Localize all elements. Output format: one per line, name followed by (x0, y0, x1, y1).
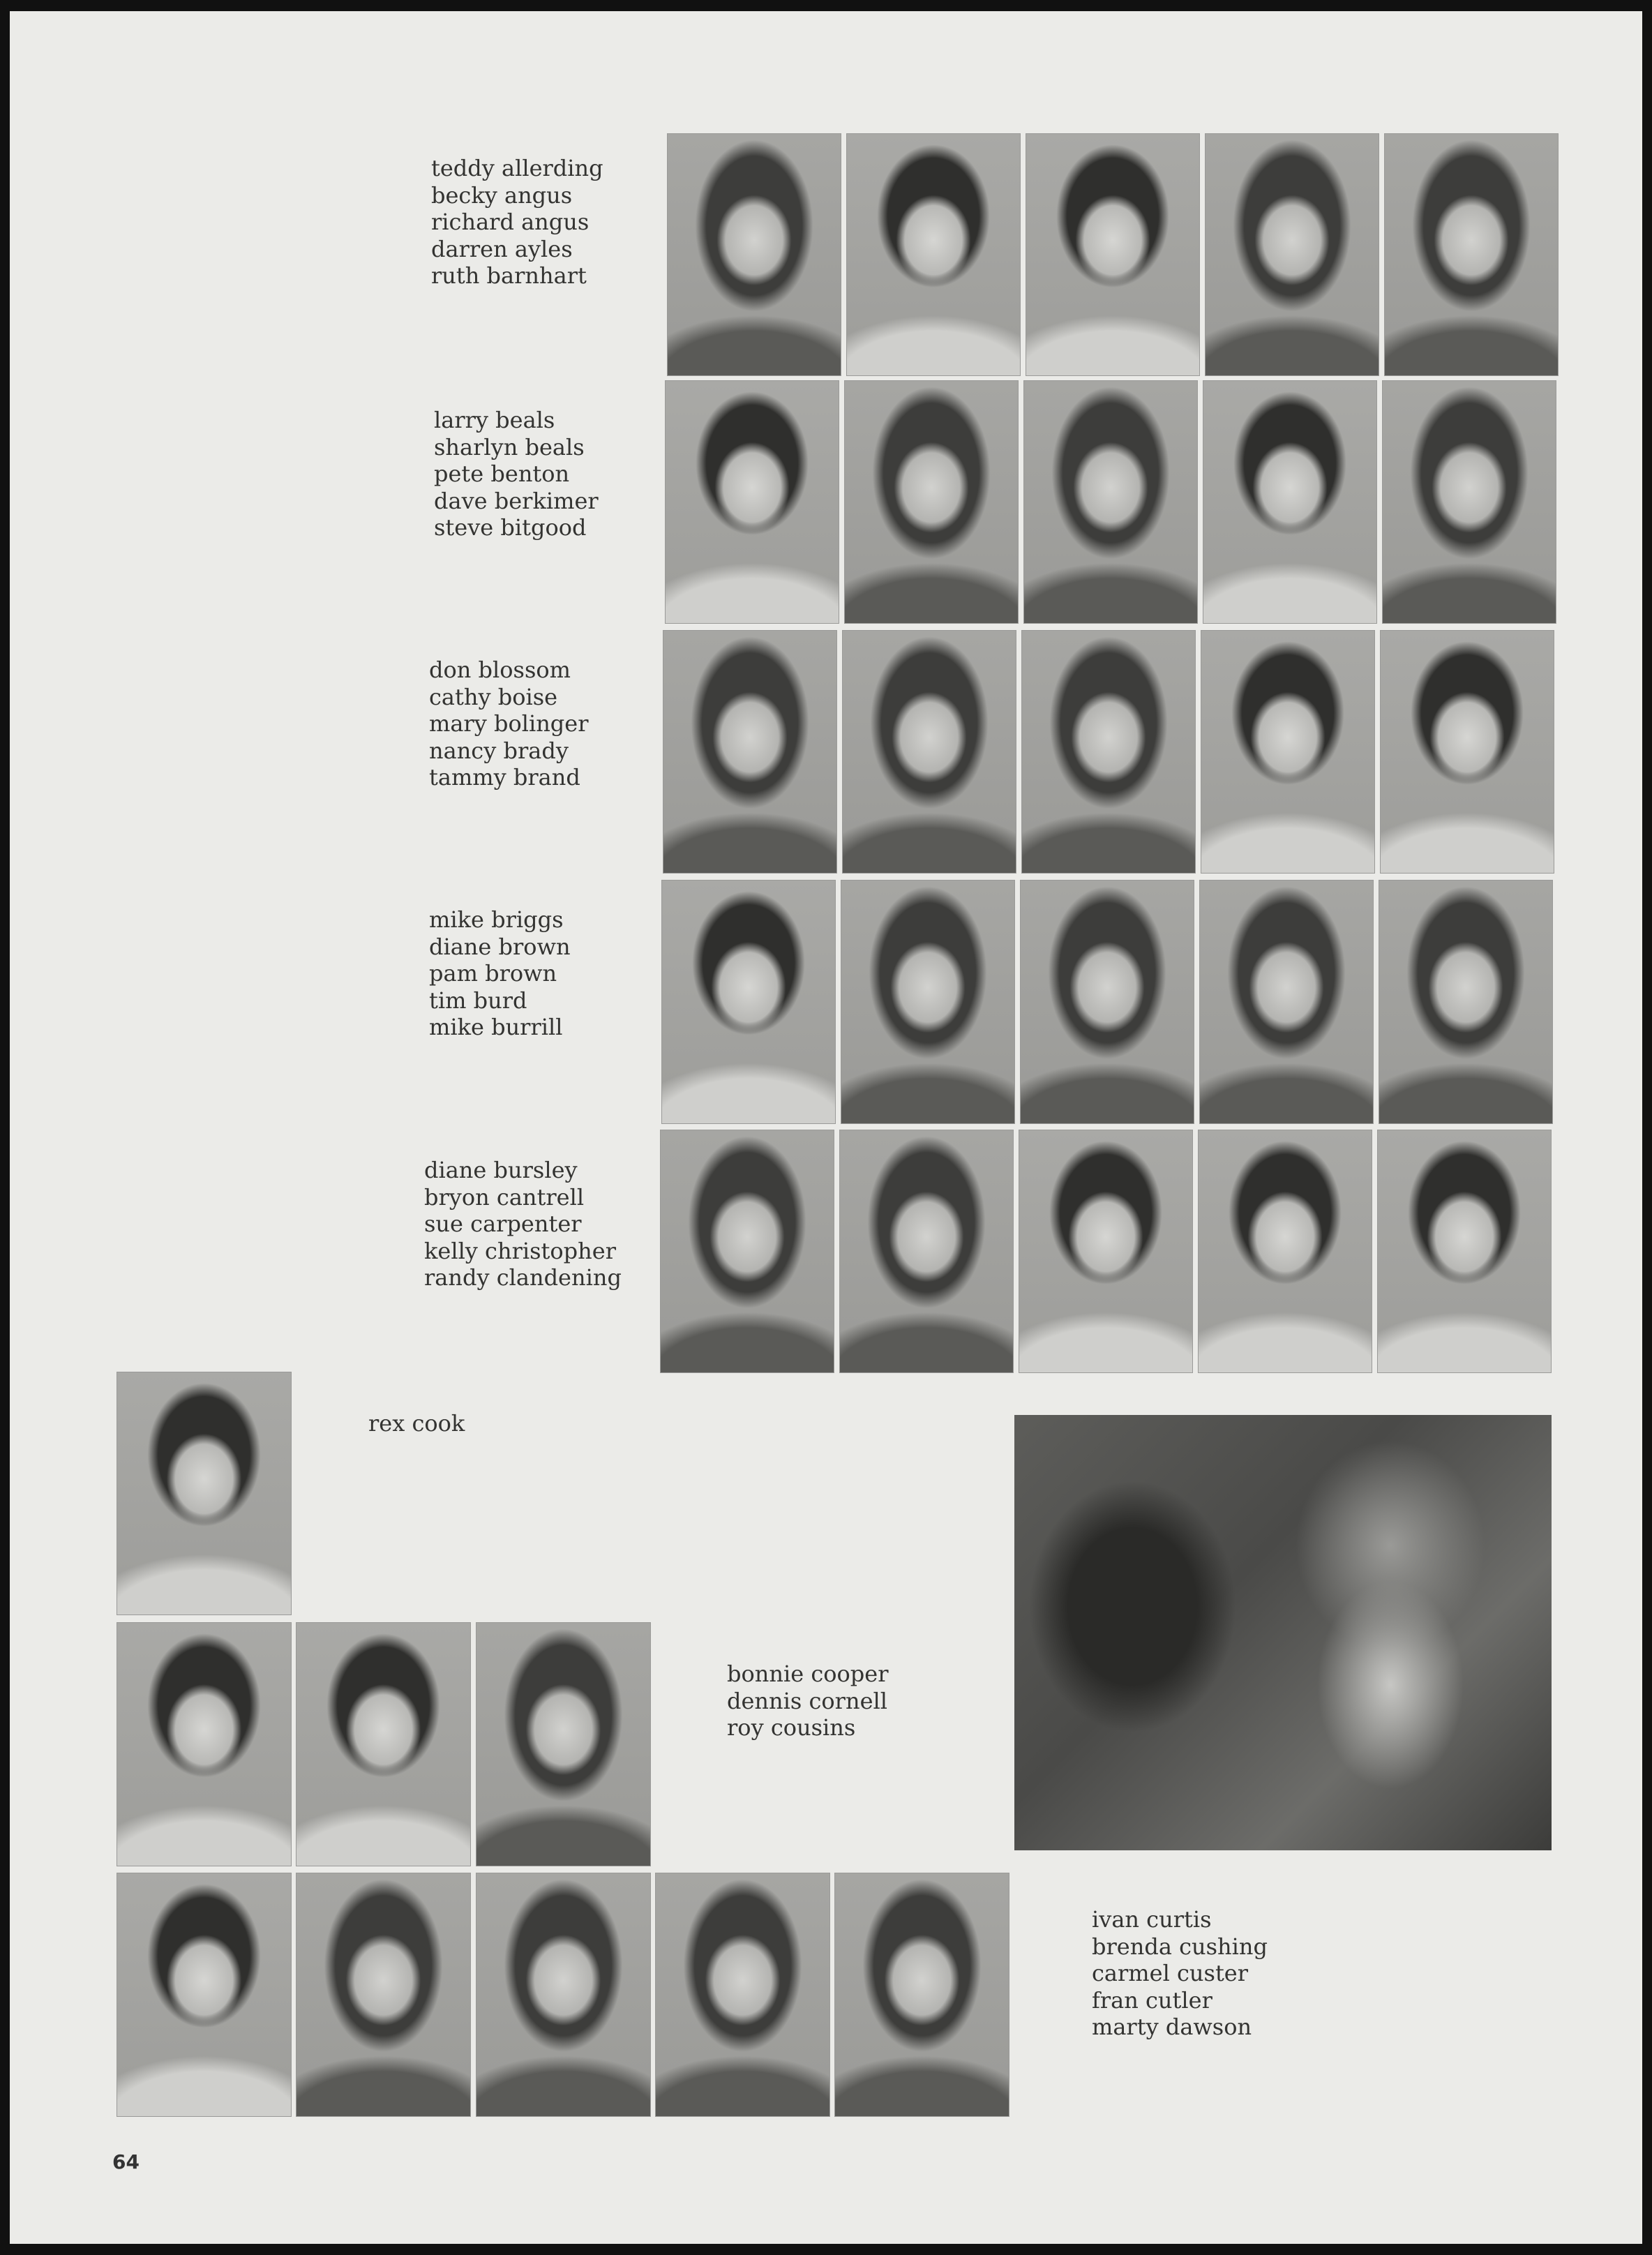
student-portrait (1020, 880, 1194, 1124)
student-portrait (1021, 630, 1196, 874)
page-number: 64 (112, 2150, 140, 2173)
name-list-row-8 (1092, 1906, 1268, 2041)
name-list-row-1 (431, 155, 603, 290)
student-portrait (1019, 1130, 1193, 1373)
student-name: dennis cornell (727, 1687, 887, 1714)
student-name: marty dawson (1092, 2014, 1252, 2040)
student-name: larry beals (434, 407, 555, 433)
student-portrait (1384, 133, 1559, 376)
student-portrait (1377, 1130, 1552, 1373)
student-name: tammy brand (429, 764, 580, 791)
student-portrait (665, 380, 839, 624)
student-name: sue carpenter (424, 1211, 582, 1237)
student-portrait (1380, 630, 1554, 874)
student-portrait (1203, 380, 1377, 624)
student-name: don blossom (429, 657, 571, 683)
student-name: richard angus (431, 209, 590, 235)
name-list-row-5 (424, 1157, 622, 1291)
student-name: pam brown (429, 960, 557, 987)
yearbook-page (10, 11, 1642, 2244)
student-portrait (841, 880, 1015, 1124)
student-portrait (117, 1873, 292, 2117)
student-portrait (1382, 380, 1556, 624)
student-name: randy clandening (424, 1264, 622, 1291)
student-portrait (117, 1622, 292, 1866)
student-name: sharlyn beals (434, 433, 585, 460)
student-portrait (1026, 133, 1200, 376)
student-name: mike briggs (429, 906, 564, 933)
student-name: diane bursley (424, 1157, 578, 1183)
student-name: brenda cushing (1092, 1933, 1268, 1960)
student-portrait (1023, 380, 1198, 624)
student-portrait (1379, 880, 1553, 1124)
student-name: steve bitgood (434, 514, 587, 541)
student-name: mike burrill (429, 1014, 563, 1040)
student-portrait (844, 380, 1019, 624)
student-name: pete benton (434, 460, 570, 487)
student-name: roy cousins (727, 1714, 856, 1741)
student-name: becky angus (431, 181, 573, 209)
name-list-row-2 (434, 407, 599, 541)
student-portrait (661, 880, 836, 1124)
student-name: nancy brady (429, 737, 569, 764)
student-portrait (296, 1622, 471, 1866)
student-name: ruth barnhart (431, 262, 587, 289)
student-name: diane brown (429, 933, 571, 960)
student-portrait (663, 630, 837, 874)
student-name: tim burd (429, 987, 527, 1014)
student-portrait (1201, 630, 1375, 874)
student-portrait (476, 1873, 651, 2117)
student-portrait (834, 1873, 1009, 2117)
name-list-row-7 (727, 1661, 888, 1741)
student-name: mary bolinger (429, 710, 589, 737)
name-list-row-3 (429, 657, 589, 791)
candid-photo (1014, 1415, 1552, 1850)
student-name: darren ayles (431, 235, 573, 262)
student-name: bonnie cooper (727, 1661, 889, 1687)
student-portrait (660, 1130, 834, 1373)
student-portrait (846, 133, 1021, 376)
name-list-row-4 (429, 906, 571, 1041)
student-portrait (476, 1622, 651, 1866)
student-portrait (296, 1873, 471, 2117)
student-portrait (655, 1873, 830, 2117)
student-portrait (1198, 1130, 1372, 1373)
student-name: fran cutler (1092, 1986, 1212, 2014)
student-name: dave berkimer (434, 487, 599, 514)
name-list-rex (368, 1410, 465, 1437)
student-portrait (1199, 880, 1374, 1124)
student-portrait (842, 630, 1016, 874)
student-portrait (117, 1372, 292, 1615)
student-name: teddy allerding (431, 155, 603, 181)
student-name: cathy boise (429, 683, 558, 710)
student-name: kelly christopher (424, 1237, 616, 1264)
student-portrait (1205, 133, 1379, 376)
student-portrait (667, 133, 841, 376)
student-name: carmel custer (1092, 1960, 1249, 1986)
student-portrait (839, 1130, 1014, 1373)
student-name: rex cook (368, 1410, 465, 1437)
student-name: bryon cantrell (424, 1183, 585, 1211)
student-name: ivan curtis (1092, 1906, 1212, 1933)
